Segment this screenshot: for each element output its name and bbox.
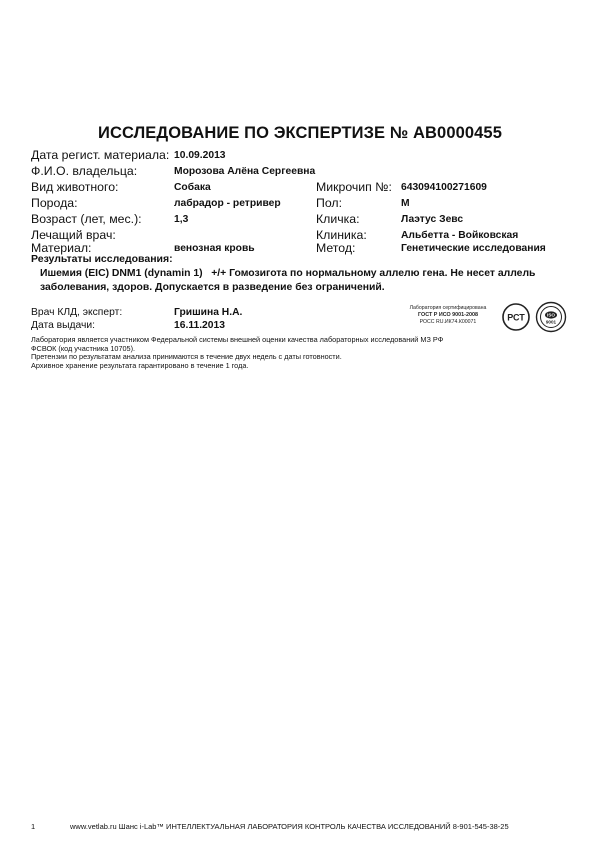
nickname-label: Кличка: xyxy=(316,212,360,226)
iso-logo-icon xyxy=(535,301,567,333)
svg-text:РСТ: РСТ xyxy=(507,312,525,323)
clinic-label: Клиника: xyxy=(316,228,367,242)
document-title: ИССЛЕДОВАНИЕ ПО ЭКСПЕРТИЗЕ № AB0000455 xyxy=(98,124,502,142)
expert-value: Гришина Н.А. xyxy=(174,307,243,318)
rst-logo-icon xyxy=(501,302,531,332)
page-number: 1 xyxy=(31,822,36,831)
owner-value: Морозова Алёна Сергеевна xyxy=(174,166,316,177)
results-line-1: Ишемия (EIC) DNM1 (dynamin 1) +/+ Гомозигота по нормальному аллелю гена. Не несет аллель xyxy=(40,268,536,279)
results-text xyxy=(40,267,540,295)
sex-value: М xyxy=(401,198,410,209)
certification-line-3: РОСС RU.ИК74.К00071 xyxy=(419,319,477,325)
method-value: Генетические исследования xyxy=(401,243,546,254)
species-label: Вид животного: xyxy=(31,180,119,194)
species-value: Собака xyxy=(174,182,211,193)
chip-value: 643094100271609 xyxy=(401,182,487,193)
note-line-2: ФСВОК (код участника 10705). xyxy=(31,344,136,353)
method-label: Метод: xyxy=(316,241,356,255)
doctor-label: Лечащий врач: xyxy=(31,228,116,242)
svg-text:ISO: ISO xyxy=(547,312,555,318)
note-line-4: Архивное хранение результата гарантировано в течение 1 года. xyxy=(31,361,249,370)
reg-date-value: 10.09.2013 xyxy=(174,150,226,161)
owner-label: Ф.И.О. владельца: xyxy=(31,164,138,178)
note-line-3: Претензии по результатам анализа принимаются в течение двух недель с даты готовности. xyxy=(31,352,342,361)
age-value: 1,3 xyxy=(174,214,189,225)
expert-label: Врач КЛД, эксперт: xyxy=(31,307,123,318)
breed-label: Порода: xyxy=(31,196,78,210)
certification-line-2: ГОСТ Р ИСО 9001-2008 xyxy=(418,312,478,318)
certification-line-1: Лаборатория сертифицирована xyxy=(409,305,487,311)
svg-text:9001: 9001 xyxy=(545,319,557,325)
clinic-value: Альбетта - Войковская xyxy=(401,230,519,241)
footer-text: www.vetlab.ru Шанс i-Lab™ ИНТЕЛЛЕКТУАЛЬНАЯ ЛАБОРАТОРИЯ КОНТРОЛЬ КАЧЕСТВА ИССЛЕДОВАНИЙ 8-901-545-38-25 xyxy=(70,822,509,831)
chip-label: Микрочип №: xyxy=(316,180,392,194)
material-value: венозная кровь xyxy=(174,243,255,254)
issue-date-value: 16.11.2013 xyxy=(174,320,225,331)
certification-block xyxy=(398,305,498,326)
note-line-1: Лаборатория является участником Федеральной системы внешней оценки качества лабораторных исследований МЗ РФ xyxy=(31,335,444,344)
nickname-value: Лаэтус Зевс xyxy=(401,214,464,225)
sex-label: Пол: xyxy=(316,196,342,210)
material-label: Материал: xyxy=(31,241,92,255)
results-line-2: заболевания, здоров. Допускается в разведение без ограничений. xyxy=(40,282,385,293)
age-label: Возраст (лет, мес.): xyxy=(31,212,142,226)
reg-date-label: Дата регист. материала: xyxy=(31,148,170,162)
breed-value: лабрадор - ретривер xyxy=(174,198,281,209)
results-heading: Результаты исследования: xyxy=(31,253,173,265)
issue-date-label: Дата выдачи: xyxy=(31,320,96,331)
